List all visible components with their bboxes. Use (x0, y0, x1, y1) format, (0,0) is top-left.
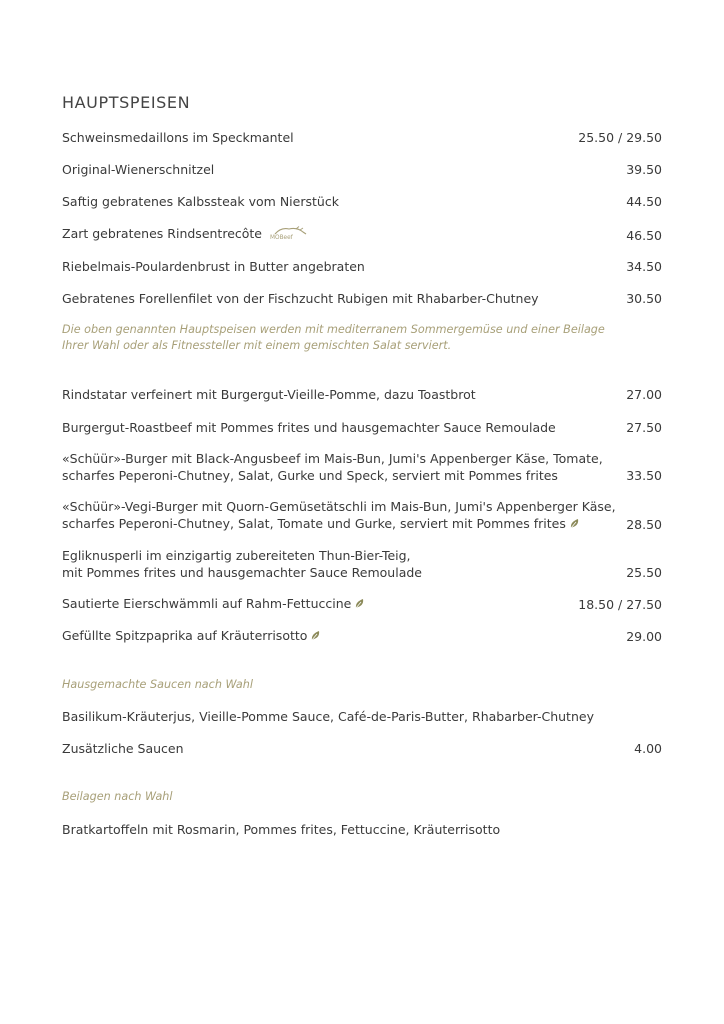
cow-logo-icon (269, 226, 309, 244)
menu-item-price: 34.50 (626, 259, 662, 274)
menu-item (62, 290, 662, 307)
menu-item-price: 25.50 / 29.50 (578, 130, 662, 145)
mains-note-line1: Die oben genannten Hauptspeisen werden mit mediterranem Sommergemüse und einer Beilage (62, 323, 605, 336)
sauces-list: Basilikum-Kräuterjus, Vieille-Pomme Sauce, Café-de-Paris-Butter, Rhabarber-Chutney (62, 709, 594, 724)
menu-item (62, 258, 662, 275)
menu-item-price: 27.50 (626, 420, 662, 435)
menu-item-name: Egliknusperli im einzigartig zubereiteten Thun-Bier-Teig, (62, 548, 411, 563)
menu-page (62, 0, 662, 1024)
menu-item-name: Riebelmais-Poulardenbrust in Butter angebraten (62, 259, 365, 274)
menu-item-price: 33.50 (626, 468, 662, 483)
menu-item-price: 4.00 (634, 741, 662, 756)
menu-item (62, 595, 662, 613)
menu-item-name: Schweinsmedaillons im Speckmantel (62, 130, 294, 145)
menu-item-name-cont: mit Pommes frites und hausgemachter Sauce Remoulade (62, 565, 422, 580)
menu-item (62, 193, 662, 210)
menu-item (62, 450, 662, 484)
menu-item-name: Gebratenes Forellenfilet von der Fischzucht Rubigen mit Rhabarber-Chutney (62, 291, 539, 306)
menu-item-name: Sautierte Eierschwämmli auf Rahm-Fettuccine (62, 596, 352, 611)
menu-item-name: Zart gebratenes Rindsentrecôte (62, 226, 262, 241)
menu-item (62, 129, 662, 146)
menu-item-name: Burgergut-Roastbeef mit Pommes frites und hausgemachter Sauce Remoulade (62, 420, 556, 435)
menu-item-price: 28.50 (626, 517, 662, 532)
leaf-icon (354, 596, 365, 613)
menu-item-name-cont: scharfes Peperoni-Chutney, Salat, Tomate und Gurke, serviert mit Pommes frites (62, 516, 566, 531)
menu-item-name: Gefüllte Spitzpaprika auf Kräuterrisotto (62, 628, 308, 643)
menu-item-name: «Schüür»-Vegi-Burger mit Quorn-Gemüsetätschli im Mais-Bun, Jumi's Appenberger Käse, (62, 499, 616, 514)
sides-list: Bratkartoffeln mit Rosmarin, Pommes frites, Fettuccine, Kräuterrisotto (62, 822, 501, 837)
menu-item (62, 740, 662, 757)
section-heading: HAUPTSPEISEN (62, 93, 191, 112)
menu-item-price: 27.00 (626, 387, 662, 402)
sauces-label: Hausgemachte Saucen nach Wahl (62, 678, 253, 691)
menu-item (62, 419, 662, 436)
menu-item (62, 225, 662, 244)
menu-item (62, 627, 662, 645)
menu-item-name: Original-Wienerschnitzel (62, 162, 215, 177)
menu-item-name: Rindstatar verfeinert mit Burgergut-Vieille-Pomme, dazu Toastbrot (62, 387, 476, 402)
menu-item-name: Zusätzliche Saucen (62, 741, 184, 756)
menu-item-price: 18.50 / 27.50 (578, 597, 662, 612)
mains-note-line2: Ihrer Wahl oder als Fitnessteller mit einem gemischten Salat serviert. (62, 339, 452, 352)
menu-item-price: 30.50 (626, 291, 662, 306)
menu-item-price: 29.00 (626, 629, 662, 644)
menu-item (62, 498, 662, 533)
menu-item-name: Saftig gebratenes Kalbssteak vom Nierstück (62, 194, 339, 209)
menu-item-price: 46.50 (626, 228, 662, 243)
menu-item-name-cont: scharfes Peperoni-Chutney, Salat, Gurke und Speck, serviert mit Pommes frites (62, 468, 558, 483)
menu-item (62, 161, 662, 178)
leaf-icon (569, 516, 580, 533)
menu-item-name: «Schüür»-Burger mit Black-Angusbeef im Mais-Bun, Jumi's Appenberger Käse, Tomate, (62, 451, 603, 466)
menu-item-price: 25.50 (626, 565, 662, 580)
leaf-icon (310, 628, 321, 645)
menu-item (62, 547, 662, 581)
sides-label: Beilagen nach Wahl (62, 790, 173, 803)
badge-text: MOBeef (269, 235, 293, 240)
menu-item-price: 44.50 (626, 194, 662, 209)
menu-item-price: 39.50 (626, 162, 662, 177)
menu-item (62, 386, 662, 403)
